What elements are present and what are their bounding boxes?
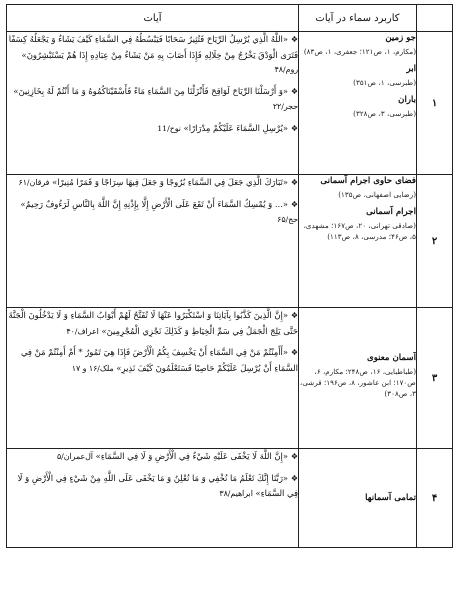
row-number: ۴ [417,449,453,548]
usage-cell [299,449,417,548]
verses-cell [7,32,299,175]
verse-text: «اللَّهُ الَّذِي يُرْسِلُ الرِّيَاحَ فَتُثِيرُ سَحَابًا فَيَبْسُطُهُ فِي السَّمَاءِ كَيْفَ يَشَاءُ وَ يَجْعَلُهُ كِسَفًا فَتَرَى الْوَدْقَ يَخْرُجُ مِنْ خِلَالِهِ فَإِذَا أَصَابَ بِهِ مَنْ يَشَاءُ مِنْ عِبَادِهِ إِذَا هُمْ يَسْتَبْشِرُونَ» [8,34,298,60]
verse-text: «أَأَمِنْتُمْ مَنْ فِي السَّمَاءِ أَنْ يَخْسِفَ بِكُمُ الْأَرْضَ فَإِذَا هِيَ تَمُورُ * أَمْ أَمِنْتُمْ مَنْ فِي السَّمَاءِ أَنْ يُرْسِلَ عَلَيْكُمْ حَاصِبًا فَسَتَعْلَمُونَ كَيْفَ نَذِيرِ» [20,347,298,373]
verse-text: «تَبَارَكَ الَّذِي جَعَلَ فِي السَّمَاءِ بُرُوجًا وَ جَعَلَ فِيهَا سِرَاجًا وَ قَمَرًا مُنِيرًا» [52,177,288,187]
verse-source: حجر/۲۲ [272,102,298,111]
verse-text: «... وَ يُمْسِكُ السَّمَاءَ أَنْ تَقَعَ عَلَى الْأَرْضِ إِلَّا بِإِذْنِهِ إِنَّ اللَّهَ بِالنَّاسِ لَرَءُوفٌ رَحِيمٌ» [20,198,288,209]
verse-text: «إِنَّ الَّذِينَ كَذَّبُوا بِآيَاتِنَا وَ اسْتَكْبَرُوا عَنْهَا لَا تُفَتَّحُ لَهُمْ أَبْوَابُ السَّمَاءِ وَ لَا يَدْخُلُونَ الْجَنَّةَ حَتَّى يَلِجَ الْجَمَلُ فِي سَمِّ الْخِيَاطِ وَ كَذَلِكَ نَجْزِي الْمُجْرِمِينَ» [8,310,298,336]
diamond-bullet-icon: ❖ [290,178,298,187]
verse-source: حج/۶۵ [277,215,298,224]
verse-item [7,32,298,78]
verse-text: «يُرْسِلِ السَّمَاءَ عَلَيْكُمْ مِدْرَارًا» [183,122,288,133]
usage-title: جو زمین [385,33,416,43]
usage-cell [299,175,417,308]
usage-table [6,4,453,548]
verse-text: «إِنَّ اللَّهَ لَا يَخْفَى عَلَيْهِ شَيْءٌ فِي الْأَرْضِ وَ لَا فِي السَّمَاءِ» [95,451,288,461]
usage-title: ابر [406,64,416,74]
verse-item [7,471,298,502]
usage-title: آسمان معنوی [367,353,416,363]
diamond-bullet-icon: ❖ [290,35,298,44]
row-number: ۱ [417,32,453,175]
verse-item [7,175,298,191]
verses-cell [7,449,299,548]
verses-cell [7,308,299,449]
verse-source: فرقان/۶۱ [18,178,50,187]
verse-text: «وَ أَرْسَلْنَا الرِّيَاحَ لَوَاقِحَ فَأَنْزَلْنَا مِنَ السَّمَاءِ مَاءً فَأَسْقَيْنَاكُمُوهُ وَ مَا أَنْتُمْ لَهُ بِخَازِنِينَ» [13,85,288,96]
diamond-bullet-icon: ❖ [290,199,298,209]
usage-reference: (صادقی تهرانی، ۲۰، ص۱۶۷؛ مشهدی، ۵، ص۴۶؛ مدرسی، ۸، ص۱۱۳) [303,221,416,241]
verse-source: آل‌عمران/۵ [56,452,93,461]
diamond-bullet-icon: ❖ [290,452,298,461]
verse-source: روم/۴۸ [274,65,298,74]
usage-title: تمامی آسمانها [365,493,416,503]
verse-item [7,308,298,339]
usage-cell [299,308,417,449]
table-row [7,308,453,449]
verse-item [7,84,298,115]
verse-source: ابراهیم/۳۸ [219,489,253,498]
verse-item [7,449,298,465]
diamond-bullet-icon: ❖ [290,123,298,133]
usage-reference: (مکارم، ۱، ص۱۲۱؛ جعفری، ۱، ص۸۳) [303,47,416,56]
row-number: ۲ [417,175,453,308]
header-row [7,5,453,32]
usage-reference: (طبرسی، ۱، ص۳۵۱) [353,78,416,87]
verse-item [7,345,298,376]
verse-source: نوح/11 [157,123,181,133]
diamond-bullet-icon: ❖ [290,311,298,320]
usage-reference: (طباطبایی، ۱۶، ص۲۴۸؛ مکارم، ۶، ص۱۷۰؛ ابن عاشور، ۸، ص۱۹۶؛ قرشی، ۳، ص۳۰۸) [300,367,416,398]
usage-reference: (طبرسی، ۳، ص۳۲۸) [353,109,416,118]
usage-title: باران [398,95,416,105]
usage-title: فضای حاوی اجرام آسمانی [320,176,416,186]
verse-source: اعراف/۴۰ [66,326,99,336]
usage-reference: (رضایی اصفهانی، ص۱۳۵) [338,190,416,199]
diamond-bullet-icon: ❖ [290,473,298,483]
usage-cell [299,32,417,175]
diamond-bullet-icon: ❖ [290,348,298,357]
verse-source: ملک/۱۶ و ۱۷ [71,363,114,373]
table-row [7,175,453,308]
verse-item [7,121,298,137]
verse-text: «رَبَّنَا إِنَّكَ تَعْلَمُ مَا نُخْفِي وَ مَا نُعْلِنُ وَ مَا يَخْفَى عَلَى اللَّهِ مِنْ شَيْءٍ فِي الْأَرْضِ وَ لَا فِي السَّمَاءِ» [17,472,298,498]
verses-cell [7,175,299,308]
table-row [7,449,453,548]
usage-title: اجرام آسمانی [366,207,416,217]
header-verses: آیات [7,5,299,32]
header-usage: کاربرد سماء در آیات [299,5,417,32]
diamond-bullet-icon: ❖ [290,86,298,96]
row-number: ۳ [417,308,453,449]
table-row [7,32,453,175]
verse-item [7,197,298,228]
header-number [417,5,453,32]
